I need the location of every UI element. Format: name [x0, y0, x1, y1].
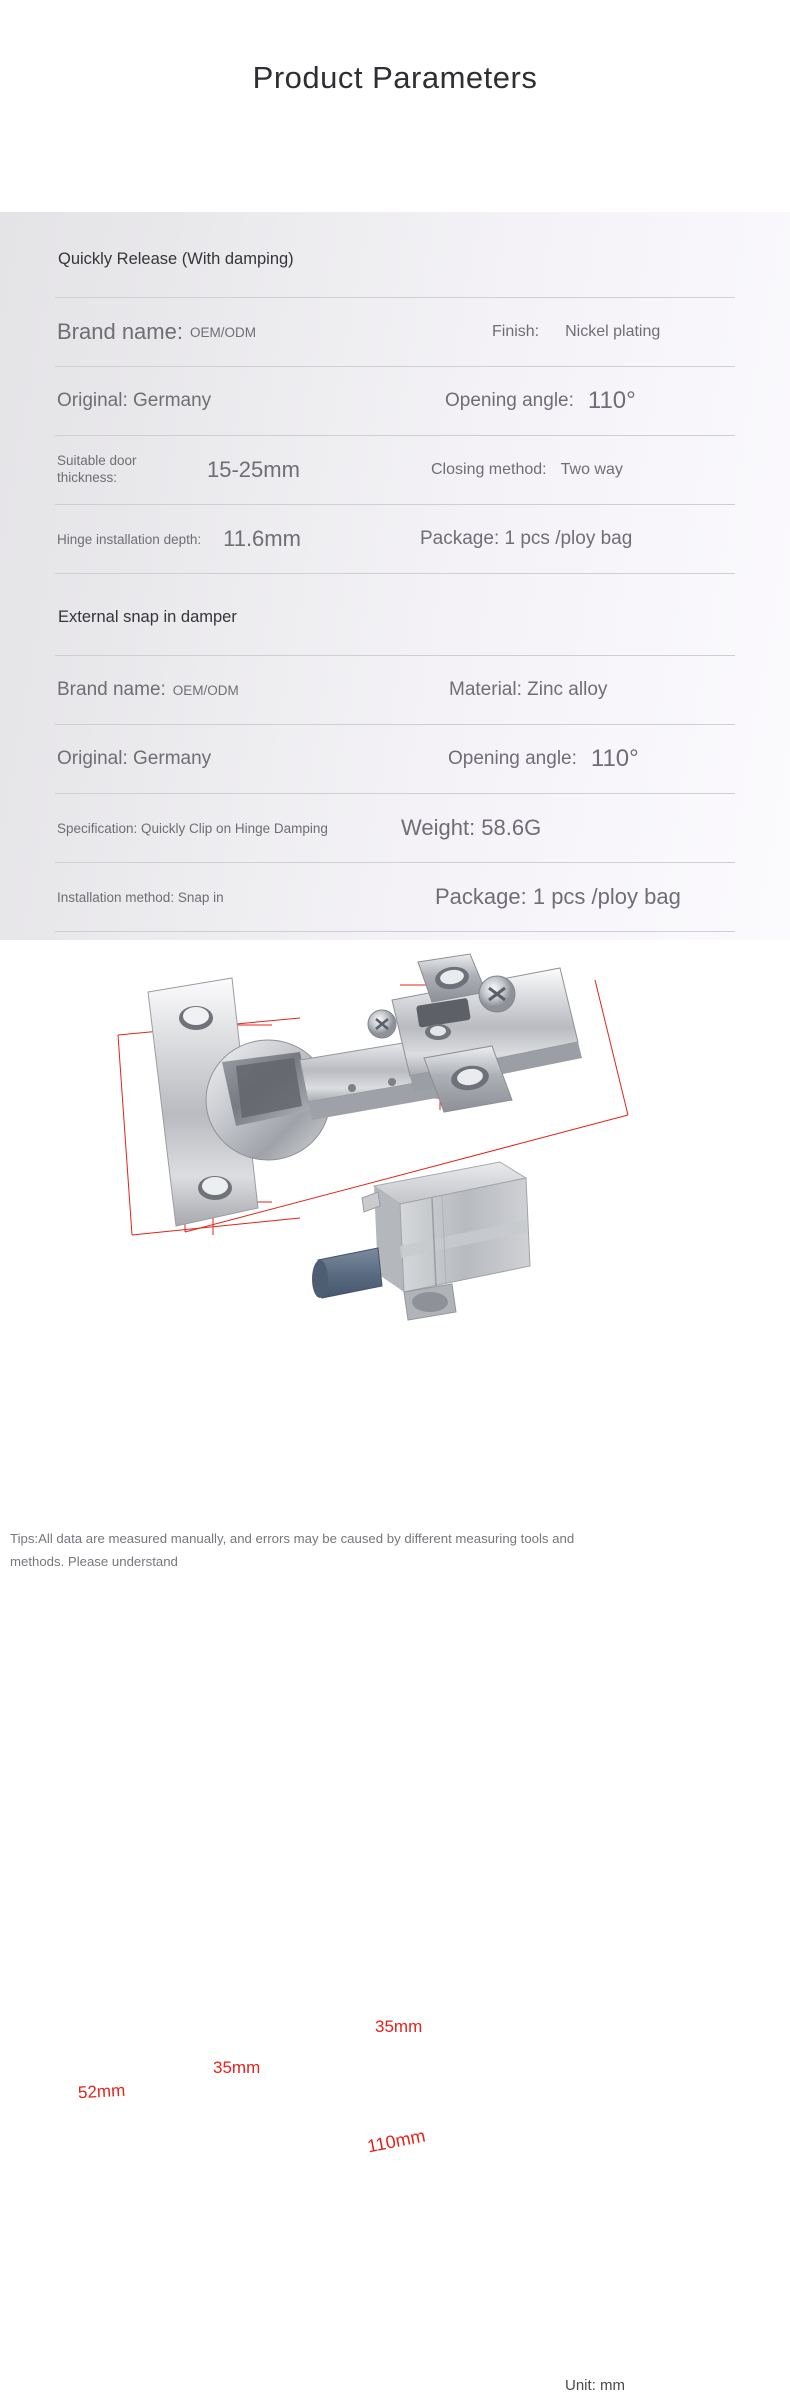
spec-cell-package: [395, 528, 733, 550]
spec-label-original-2: Original: Germany: [57, 748, 212, 769]
spec-cell-closing-method: [395, 461, 733, 479]
section-heading-external-damper: External snap in damper: [58, 608, 237, 626]
spec-cell-opening-angle-2: [395, 745, 733, 773]
damper-component: [312, 1162, 530, 1320]
spec-label-opening-angle: Opening angle:: [445, 390, 574, 411]
section-heading-quickly-release: Quickly Release (With damping): [58, 250, 294, 268]
spec-cell-brand-2: [57, 679, 395, 701]
spec-row-thickness-closing: [55, 436, 735, 504]
spec-cell-original: [57, 390, 395, 412]
spec-cell-installation-method: [57, 890, 395, 905]
spec-cell-installation-depth: [57, 526, 395, 552]
title-band: [0, 0, 790, 212]
dimension-label-35mm-plate: 35mm: [375, 2017, 423, 2036]
spec-cell-package-2: [395, 884, 733, 910]
dimension-label-52mm: 52mm: [77, 2080, 126, 2103]
unit-label: Unit: mm: [565, 2377, 625, 2394]
spec-row-brand-material: [55, 656, 735, 724]
spec-value-opening-angle-2: 110°: [590, 745, 639, 772]
spec-label-specification: Specification: Quickly Clip on Hinge Damping: [57, 820, 328, 836]
spec-cell-specification: [57, 821, 395, 836]
spec-value-brand-name-2: OEM/ODM: [172, 682, 239, 698]
spec-label-closing-method: Closing method:: [431, 461, 547, 478]
spec-value-opening-angle: 110°: [587, 387, 636, 414]
spec-cell-brand: [57, 319, 395, 345]
spec-row-installation-package: [55, 863, 735, 931]
spec-row-depth-package: [55, 505, 735, 573]
spec-label-finish: Finish:: [492, 323, 540, 340]
spec-label-opening-angle-2: Opening angle:: [448, 748, 577, 769]
spec-row-original-angle-2: [55, 725, 735, 793]
spec-label-package-2: Package: 1 pcs /ploy bag: [435, 884, 681, 909]
spec-label-weight: Weight: 58.6G: [401, 815, 542, 840]
spec-value-closing-method: Two way: [560, 461, 623, 478]
spec-cell-material: [395, 679, 733, 701]
divider: [55, 931, 735, 932]
screw: [368, 1010, 396, 1038]
spec-value-brand-name: OEM/ODM: [189, 324, 256, 340]
spec-cell-opening-angle: [395, 387, 733, 415]
spec-label-original: Original: Germany: [57, 390, 212, 411]
screw: [479, 976, 515, 1012]
tips-note: Tips:All data are measured manually, and errors may be caused by different measuring tools and methods. Please understand: [10, 1531, 575, 1570]
spec-value-door-thickness: 15-25mm: [207, 457, 300, 482]
spec-cell-door-thickness: [57, 453, 395, 487]
dimension-label-35mm-hinge: 35mm: [213, 2058, 261, 2077]
spec-cell-finish: [395, 323, 733, 341]
product-illustration: [0, 940, 790, 1540]
spec-label-installation-method: Installation method: Snap in: [57, 889, 224, 905]
spec-label-material: Material: Zinc alloy: [449, 679, 608, 700]
dimension-label-110mm: 110mm: [365, 2125, 427, 2157]
page-title: Product Parameters: [252, 60, 538, 95]
spec-cell-weight: [395, 815, 733, 841]
spec-cell-original-2: [57, 748, 395, 770]
spec-value-installation-depth: 11.6mm: [223, 526, 301, 551]
spec-row-original-angle: [55, 367, 735, 435]
spec-value-finish: Nickel plating: [565, 323, 661, 340]
spec-label-package: Package: 1 pcs /ploy bag: [420, 528, 633, 549]
spec-label-brand-name: Brand name:: [57, 319, 183, 344]
spec-label-door-thickness: Suitable door thickness:: [57, 453, 137, 485]
spec-row-specification-weight: [55, 794, 735, 862]
spec-row-brand-finish: [55, 298, 735, 366]
specifications-panel: [0, 212, 790, 940]
spec-label-installation-depth: Hinge installation depth:: [57, 531, 202, 547]
spec-label-brand-name-2: Brand name:: [57, 679, 166, 700]
